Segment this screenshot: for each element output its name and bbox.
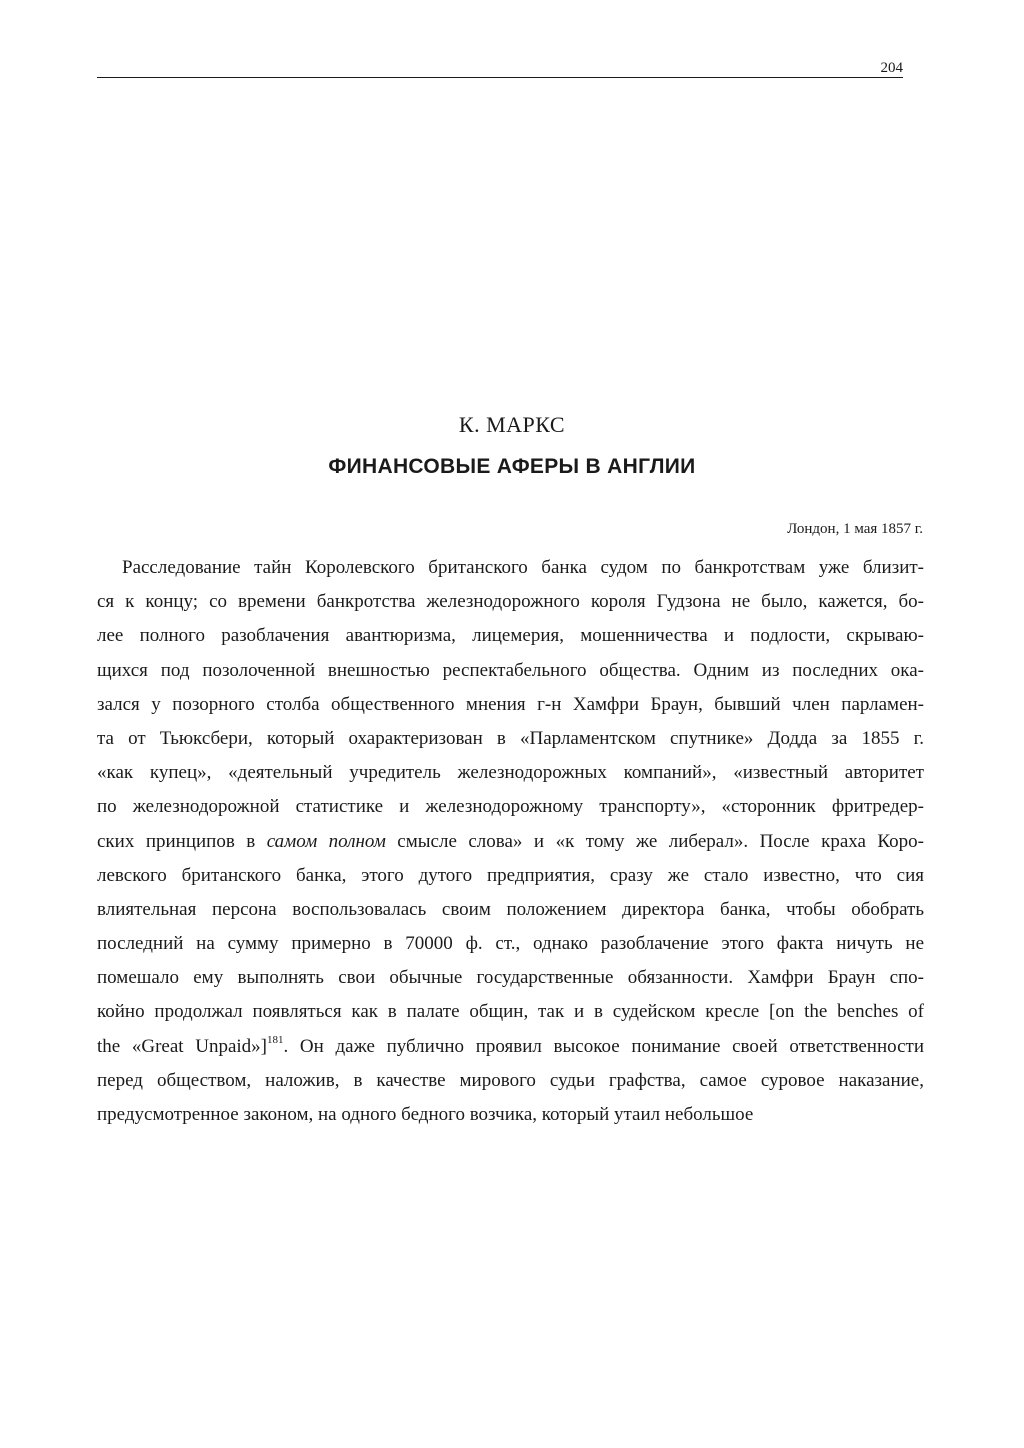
dateline: Лондон, 1 мая 1857 г. (787, 521, 923, 537)
body-line: та от Тьюксбери, который охарактеризован в «Парламентском спутнике» Додда за 1855 г. (97, 727, 924, 749)
body-line: зался у позорного столба общественного мнения г-н Хамфри Браун, бывший член парламен- (97, 693, 924, 715)
page-number: 204 (880, 60, 903, 76)
body-text-run: смысле слова» и «к тому же либерал». После краха Коро- (385, 830, 924, 852)
body-line: лее полного разоблачения авантюризма, лицемерия, мошенничества и подлости, скрываю- (97, 625, 924, 647)
emphasized-text: самом полном (266, 830, 386, 852)
body-text-run: . Он даже публично проявил высокое понимание своей ответственности (283, 1035, 924, 1057)
body-text-run: ских принципов в (97, 830, 267, 852)
body-line (97, 1030, 924, 1064)
body-line: предусмотренное законом, на одного бедного возчика, который утаил небольшое (97, 1104, 754, 1125)
body-line: ся к концу; со времени банкротства железнодорожного короля Гудзона не было, кажется, бо- (97, 591, 924, 613)
article-body (97, 551, 924, 1132)
body-line: последний на сумму примерно в 70000 ф. ст., однако разоблачение этого факта ничуть не (97, 933, 924, 955)
body-line (97, 825, 924, 859)
header-rule (97, 77, 903, 78)
body-line: «как купец», «деятельный учредитель железнодорожных компаний», «известный авторитет (97, 762, 924, 784)
body-line: помешало ему выполнять свои обычные государственные обязанности. Хамфри Браун спо- (97, 967, 924, 989)
body-line: Расследование тайн Королевского британского банка судом по банкротствам уже близит- (122, 557, 924, 578)
body-line: левского британского банка, этого дутого предприятия, сразу же стало известно, что сия (97, 864, 924, 886)
body-line: влиятельная персона воспользовалась своим положением директора банка, чтобы обобрать (97, 898, 924, 920)
body-line: щихся под позолоченной внешностью респектабельного общества. Одним из последних ока- (97, 659, 924, 681)
body-text-run: the «Great Unpaid»] (97, 1035, 268, 1057)
body-line: койно продолжал появляться как в палате общин, так и в судейском кресле [on the benches of (97, 1001, 924, 1023)
footnote-reference: 181 (267, 1033, 284, 1046)
author-name: К. МАРКС (458, 412, 566, 437)
article-title: ФИНАНСОВЫЕ АФЕРЫ В АНГЛИИ (328, 455, 696, 478)
body-line: по железнодорожной статистике и железнодорожному транспорту», «сторонник фритредер- (97, 796, 924, 818)
body-line: перед обществом, наложив, в качестве мирового судьи графства, самое суровое наказание, (97, 1069, 924, 1091)
